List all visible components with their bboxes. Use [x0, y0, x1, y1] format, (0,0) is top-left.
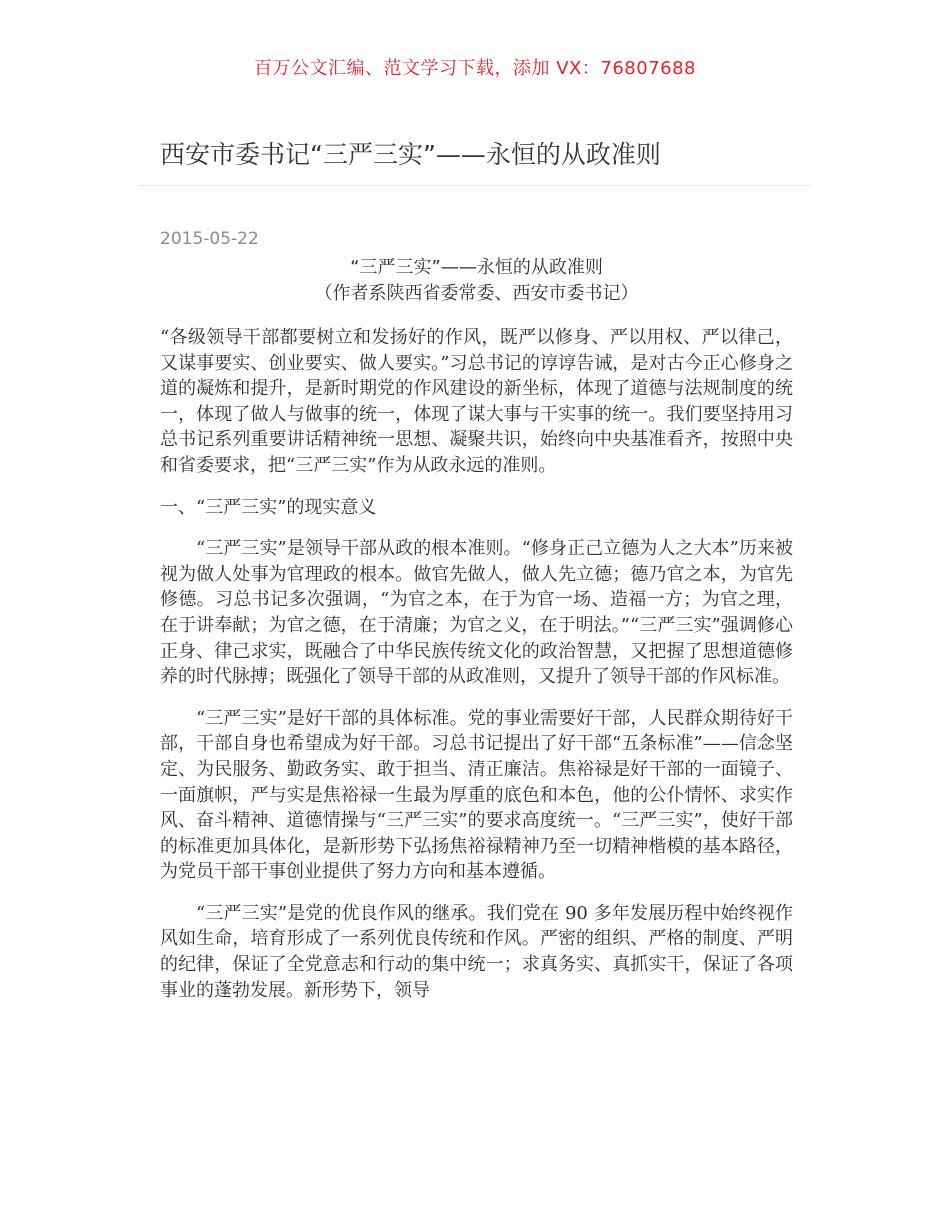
page-title: 西安市委书记“三严三实”——永恒的从政准则 — [160, 140, 661, 169]
article-subtitle: “三严三实”——永恒的从政准则 — [350, 257, 603, 278]
body-paragraph: “三严三实”是党的优良作风的继承。我们党在 90 多年发展历程中始终视作风如生命，培育形成了一系列优良传统和作风。严密的组织、严格的制度、严明的纪律，保证了全党意志和行动的集中统一；求真务实、真抓实干，保证了各项事业的蓬勃发展。新形势下，领导 — [160, 902, 793, 1001]
author-note: （作者系陕西省委常委、西安市委书记） — [314, 283, 639, 304]
publish-date: 2015-05-22 — [160, 229, 259, 249]
intro-paragraph: “各级领导干部都要树立和发扬好的作风，既严以修身、严以用权、严以律己，又谋事要实、创业要实、做人要实。”习总书记的谆谆告诫，是对古今正心修身之道的凝炼和提升，是新时期党的作风建设的新坐标，体现了道德与法规制度的统一，体现了做人与做事的统一，体现了谋大事与干实事的统一。我们要坚持用习总书记系列重要讲话精神统一思想、凝聚共识，始终向中央基准看齐，按照中央和省委要求，把“三严三实”作为从政永远的准则。 — [160, 327, 793, 476]
title-divider — [140, 185, 810, 186]
promo-banner: 百万公文汇编、范文学习下载，添加 VX：76807688 — [254, 58, 696, 79]
article-body — [160, 255, 793, 1003]
body-paragraph: “三严三实”是好干部的具体标准。党的事业需要好干部，人民群众期待好干部，干部自身也希望成为好干部。习总书记提出了好干部“五条标准”——信念坚定、为民服务、勤政务实、敢于担当、清正廉洁。焦裕禄是好干部的一面镜子、一面旗帜，严与实是焦裕禄一生最为厚重的底色和本色，他的公仆情怀、求实作风、奋斗精神、道德情操与“三严三实”的要求高度统一。“三严三实”，使好干部的标准更加具体化，是新形势下弘扬焦裕禄精神乃至一切精神楷模的基本路径，为党员干部干事创业提供了努力方向和基本遵循。 — [160, 707, 793, 883]
section-heading: 一、“三严三实”的现实意义 — [160, 496, 377, 518]
body-paragraph: “三严三实”是领导干部从政的根本准则。“修身正己立德为人之大本”历来被视为做人处事为官理政的根本。做官先做人，做人先立德；德乃官之本，为官先修德。习总书记多次强调，“为官之本，在于为官一场、造福一方；为官之理，在于讲奉献；为官之德，在于清廉；为官之义，在于明法。”“三严三实”强调修心正身、律己求实，既融合了中华民族传统文化的政治智慧，又把握了思想道德修养的时代脉搏；既强化了领导干部的从政准则，又提升了领导干部的作风标准。 — [160, 538, 793, 688]
